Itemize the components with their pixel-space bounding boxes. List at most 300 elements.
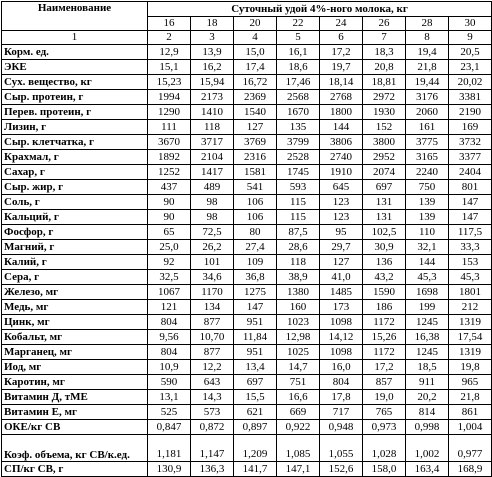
value-cell: 199 [406, 300, 449, 315]
value-cell: 95 [320, 225, 363, 240]
value-cell: 1025 [277, 345, 320, 360]
value-cell: 765 [363, 405, 406, 420]
yield-column-header: 24 [320, 17, 363, 31]
value-cell: 1,181 [148, 435, 191, 462]
value-cell: 106 [234, 195, 277, 210]
row-name-cell: ОКЕ/кг СВ [2, 420, 148, 435]
row-name-cell: Сыр. жир, г [2, 180, 148, 195]
value-cell: 804 [148, 345, 191, 360]
value-cell: 141,7 [234, 462, 277, 477]
table-row [2, 315, 492, 330]
value-cell: 18,14 [320, 75, 363, 90]
column-index-row [2, 31, 492, 45]
row-name-cell: Каротин, мг [2, 375, 148, 390]
value-cell: 23,1 [449, 60, 492, 75]
value-cell: 147 [449, 195, 492, 210]
value-cell: 3176 [406, 90, 449, 105]
row-name-cell: Сыр. клетчатка, г [2, 135, 148, 150]
value-cell: 1170 [191, 285, 234, 300]
value-cell: 951 [234, 315, 277, 330]
value-cell: 19,8 [449, 360, 492, 375]
value-cell: 3381 [449, 90, 492, 105]
value-cell: 160 [277, 300, 320, 315]
value-cell: 1,002 [406, 435, 449, 462]
value-cell: 877 [191, 315, 234, 330]
value-cell: 1023 [277, 315, 320, 330]
table-row [2, 390, 492, 405]
value-cell: 1994 [148, 90, 191, 105]
value-cell: 3806 [320, 135, 363, 150]
value-cell: 9,56 [148, 330, 191, 345]
value-cell: 573 [191, 405, 234, 420]
column-index-cell: 6 [320, 31, 363, 45]
value-cell: 136,3 [191, 462, 234, 477]
value-cell: 1801 [449, 285, 492, 300]
value-cell: 139 [406, 210, 449, 225]
value-cell: 804 [148, 315, 191, 330]
value-cell: 117,5 [449, 225, 492, 240]
value-cell: 2528 [277, 150, 320, 165]
value-cell: 0,948 [320, 420, 363, 435]
value-cell: 169 [449, 120, 492, 135]
value-cell: 41,0 [320, 270, 363, 285]
row-name-cell: Сыр. протеин, г [2, 90, 148, 105]
value-cell: 29,7 [320, 240, 363, 255]
value-cell: 118 [191, 120, 234, 135]
value-cell: 17,46 [277, 75, 320, 90]
value-cell: 16,38 [406, 330, 449, 345]
value-cell: 15,26 [363, 330, 406, 345]
row-name-cell: Медь, мг [2, 300, 148, 315]
value-cell: 17,54 [449, 330, 492, 345]
value-cell: 111 [148, 120, 191, 135]
value-cell: 21,8 [406, 60, 449, 75]
value-cell: 139 [406, 195, 449, 210]
value-cell: 131 [363, 195, 406, 210]
column-index-cell: 7 [363, 31, 406, 45]
value-cell: 1245 [406, 315, 449, 330]
value-cell: 110 [406, 225, 449, 240]
value-cell: 30,9 [363, 240, 406, 255]
value-cell: 2972 [363, 90, 406, 105]
value-cell: 16,0 [320, 360, 363, 375]
value-cell: 1,147 [191, 435, 234, 462]
table-row [2, 210, 492, 225]
value-cell: 14,3 [191, 390, 234, 405]
value-cell: 147 [449, 210, 492, 225]
table-row [2, 195, 492, 210]
value-cell: 212 [449, 300, 492, 315]
value-cell: 697 [363, 180, 406, 195]
table-row [2, 225, 492, 240]
value-cell: 1745 [277, 165, 320, 180]
value-cell: 27,4 [234, 240, 277, 255]
value-cell: 2104 [191, 150, 234, 165]
value-cell: 951 [234, 345, 277, 360]
table-row [2, 150, 492, 165]
row-name-cell: Сахар, г [2, 165, 148, 180]
value-cell: 123 [320, 210, 363, 225]
yield-column-header: 28 [406, 17, 449, 31]
table-row [2, 420, 492, 435]
value-cell: 152 [363, 120, 406, 135]
value-cell: 2369 [234, 90, 277, 105]
nutrient-norms-table [1, 1, 492, 477]
yield-column-header: 20 [234, 17, 277, 31]
value-cell: 20,8 [363, 60, 406, 75]
value-cell: 16,6 [277, 390, 320, 405]
value-cell: 814 [406, 405, 449, 420]
yield-column-header: 18 [191, 17, 234, 31]
value-cell: 80 [234, 225, 277, 240]
row-name-cell: СП/кг СВ, г [2, 462, 148, 477]
value-cell: 115 [277, 195, 320, 210]
value-cell: 525 [148, 405, 191, 420]
value-cell: 1245 [406, 345, 449, 360]
value-cell: 1540 [234, 105, 277, 120]
value-cell: 101 [191, 255, 234, 270]
value-cell: 1252 [148, 165, 191, 180]
value-cell: 26,2 [191, 240, 234, 255]
row-name-cell: Корм. ед. [2, 45, 148, 60]
table-row [2, 240, 492, 255]
table-row [2, 330, 492, 345]
value-cell: 2173 [191, 90, 234, 105]
value-cell: 911 [406, 375, 449, 390]
value-cell: 16,2 [191, 60, 234, 75]
value-cell: 36,8 [234, 270, 277, 285]
value-cell: 16,1 [277, 45, 320, 60]
value-cell: 861 [449, 405, 492, 420]
value-cell: 489 [191, 180, 234, 195]
value-cell: 32,1 [406, 240, 449, 255]
value-cell: 593 [277, 180, 320, 195]
value-cell: 115 [277, 210, 320, 225]
value-cell: 697 [234, 375, 277, 390]
row-name-cell: Калий, г [2, 255, 148, 270]
column-index-cell: 4 [234, 31, 277, 45]
table-row [2, 135, 492, 150]
value-cell: 857 [363, 375, 406, 390]
value-cell: 127 [320, 255, 363, 270]
value-cell: 65 [148, 225, 191, 240]
value-cell: 18,81 [363, 75, 406, 90]
value-cell: 152,6 [320, 462, 363, 477]
value-cell: 717 [320, 405, 363, 420]
table-row [2, 255, 492, 270]
value-cell: 801 [449, 180, 492, 195]
value-cell: 2240 [406, 165, 449, 180]
value-cell: 17,4 [234, 60, 277, 75]
row-name-cell: Цинк, мг [2, 315, 148, 330]
value-cell: 1319 [449, 345, 492, 360]
value-cell: 1892 [148, 150, 191, 165]
value-cell: 2060 [406, 105, 449, 120]
value-cell: 32,5 [148, 270, 191, 285]
row-name-cell: Фосфор, г [2, 225, 148, 240]
daily-yield-header: Суточный удой 4%-ного молока, кг [148, 2, 492, 17]
value-cell: 16,72 [234, 75, 277, 90]
value-cell: 645 [320, 180, 363, 195]
value-cell: 18,3 [363, 45, 406, 60]
value-cell: 18,5 [406, 360, 449, 375]
value-cell: 0,922 [277, 420, 320, 435]
value-cell: 15,94 [191, 75, 234, 90]
value-cell: 90 [148, 210, 191, 225]
table-row [2, 345, 492, 360]
value-cell: 10,9 [148, 360, 191, 375]
row-name-cell: Витамин Д, тМЕ [2, 390, 148, 405]
value-cell: 643 [191, 375, 234, 390]
value-cell: 1290 [148, 105, 191, 120]
row-name-cell: Витамин Е, мг [2, 405, 148, 420]
value-cell: 3800 [363, 135, 406, 150]
value-cell: 147,1 [277, 462, 320, 477]
value-cell: 19,44 [406, 75, 449, 90]
yield-column-header: 22 [277, 17, 320, 31]
table-row [2, 375, 492, 390]
value-cell: 0,897 [234, 420, 277, 435]
value-cell: 98 [191, 210, 234, 225]
value-cell: 2768 [320, 90, 363, 105]
value-cell: 804 [320, 375, 363, 390]
value-cell: 0,977 [449, 435, 492, 462]
value-cell: 136 [363, 255, 406, 270]
table-row [2, 120, 492, 135]
row-name-cell: Иод, мг [2, 360, 148, 375]
row-name-cell: Коэф. объема, кг СВ/к.ед. [2, 435, 148, 462]
value-cell: 621 [234, 405, 277, 420]
value-cell: 161 [406, 120, 449, 135]
table-row [2, 270, 492, 285]
value-cell: 92 [148, 255, 191, 270]
value-cell: 121 [148, 300, 191, 315]
value-cell: 1098 [320, 345, 363, 360]
table-row [2, 405, 492, 420]
row-name-cell: Лизин, г [2, 120, 148, 135]
value-cell: 13,1 [148, 390, 191, 405]
value-cell: 0,973 [363, 420, 406, 435]
value-cell: 1698 [406, 285, 449, 300]
value-cell: 877 [191, 345, 234, 360]
value-cell: 18,6 [277, 60, 320, 75]
table-row [2, 360, 492, 375]
value-cell: 130,9 [148, 462, 191, 477]
value-cell: 1,085 [277, 435, 320, 462]
value-cell: 14,12 [320, 330, 363, 345]
value-cell: 1,055 [320, 435, 363, 462]
value-cell: 186 [363, 300, 406, 315]
value-cell: 3165 [406, 150, 449, 165]
yield-column-header: 16 [148, 17, 191, 31]
value-cell: 87,5 [277, 225, 320, 240]
row-name-cell: Сух. вещество, кг [2, 75, 148, 90]
value-cell: 135 [277, 120, 320, 135]
value-cell: 0,872 [191, 420, 234, 435]
value-cell: 541 [234, 180, 277, 195]
value-cell: 10,70 [191, 330, 234, 345]
value-cell: 38,9 [277, 270, 320, 285]
value-cell: 3717 [191, 135, 234, 150]
row-name-cell: Марганец, мг [2, 345, 148, 360]
value-cell: 3732 [449, 135, 492, 150]
value-cell: 1590 [363, 285, 406, 300]
value-cell: 12,9 [148, 45, 191, 60]
value-cell: 19,4 [406, 45, 449, 60]
value-cell: 17,2 [363, 360, 406, 375]
value-cell: 106 [234, 210, 277, 225]
value-cell: 102,5 [363, 225, 406, 240]
value-cell: 28,6 [277, 240, 320, 255]
value-cell: 20,02 [449, 75, 492, 90]
value-cell: 20,5 [449, 45, 492, 60]
column-index-cell: 9 [449, 31, 492, 45]
value-cell: 2568 [277, 90, 320, 105]
row-label-header: Наименование [2, 2, 148, 31]
value-cell: 1,004 [449, 420, 492, 435]
row-name-cell: Крахмал, г [2, 150, 148, 165]
row-name-cell: Перев. протеин, г [2, 105, 148, 120]
table-row [2, 60, 492, 75]
value-cell: 2316 [234, 150, 277, 165]
value-cell: 144 [406, 255, 449, 270]
value-cell: 2074 [363, 165, 406, 180]
value-cell: 2190 [449, 105, 492, 120]
value-cell: 144 [320, 120, 363, 135]
value-cell: 751 [277, 375, 320, 390]
column-index-cell: 2 [148, 31, 191, 45]
row-name-cell: Соль, г [2, 195, 148, 210]
value-cell: 12,2 [191, 360, 234, 375]
value-cell: 43,2 [363, 270, 406, 285]
column-index-cell: 1 [2, 31, 148, 45]
column-index-cell: 3 [191, 31, 234, 45]
value-cell: 15,5 [234, 390, 277, 405]
value-cell: 12,98 [277, 330, 320, 345]
column-index-cell: 8 [406, 31, 449, 45]
value-cell: 3775 [406, 135, 449, 150]
value-cell: 1581 [234, 165, 277, 180]
value-cell: 19,7 [320, 60, 363, 75]
value-cell: 965 [449, 375, 492, 390]
table-row [2, 180, 492, 195]
table-row [2, 300, 492, 315]
value-cell: 1380 [277, 285, 320, 300]
value-cell: 34,6 [191, 270, 234, 285]
value-cell: 173 [320, 300, 363, 315]
value-cell: 2952 [363, 150, 406, 165]
value-cell: 131 [363, 210, 406, 225]
value-cell: 1910 [320, 165, 363, 180]
value-cell: 1067 [148, 285, 191, 300]
value-cell: 0,847 [148, 420, 191, 435]
value-cell: 1319 [449, 315, 492, 330]
value-cell: 3799 [277, 135, 320, 150]
table-row [2, 90, 492, 105]
value-cell: 0,998 [406, 420, 449, 435]
value-cell: 45,3 [406, 270, 449, 285]
value-cell: 750 [406, 180, 449, 195]
table-row [2, 45, 492, 60]
table-row [2, 462, 492, 477]
value-cell: 72,5 [191, 225, 234, 240]
value-cell: 90 [148, 195, 191, 210]
value-cell: 147 [234, 300, 277, 315]
value-cell: 15,23 [148, 75, 191, 90]
value-cell: 33,3 [449, 240, 492, 255]
row-name-cell: Сера, г [2, 270, 148, 285]
row-name-cell: Магний, г [2, 240, 148, 255]
value-cell: 134 [191, 300, 234, 315]
value-cell: 1800 [320, 105, 363, 120]
value-cell: 17,8 [320, 390, 363, 405]
value-cell: 21,8 [449, 390, 492, 405]
table-body [2, 45, 492, 477]
value-cell: 118 [277, 255, 320, 270]
value-cell: 1172 [363, 315, 406, 330]
value-cell: 163,4 [406, 462, 449, 477]
row-name-cell: Кальций, г [2, 210, 148, 225]
value-cell: 669 [277, 405, 320, 420]
value-cell: 15,0 [234, 45, 277, 60]
column-index-cell: 5 [277, 31, 320, 45]
value-cell: 2404 [449, 165, 492, 180]
yield-column-header: 26 [363, 17, 406, 31]
value-cell: 13,4 [234, 360, 277, 375]
value-cell: 20,2 [406, 390, 449, 405]
table-row [2, 75, 492, 90]
value-cell: 19,0 [363, 390, 406, 405]
value-cell: 123 [320, 195, 363, 210]
value-cell: 1172 [363, 345, 406, 360]
row-name-cell: ЭКЕ [2, 60, 148, 75]
value-cell: 13,9 [191, 45, 234, 60]
value-cell: 168,9 [449, 462, 492, 477]
value-cell: 1410 [191, 105, 234, 120]
table-row [2, 105, 492, 120]
value-cell: 11,84 [234, 330, 277, 345]
value-cell: 45,3 [449, 270, 492, 285]
value-cell: 109 [234, 255, 277, 270]
value-cell: 17,2 [320, 45, 363, 60]
value-cell: 1,209 [234, 435, 277, 462]
table-row [2, 285, 492, 300]
value-cell: 158,0 [363, 462, 406, 477]
value-cell: 590 [148, 375, 191, 390]
value-cell: 1930 [363, 105, 406, 120]
value-cell: 1417 [191, 165, 234, 180]
value-cell: 2740 [320, 150, 363, 165]
value-cell: 1485 [320, 285, 363, 300]
value-cell: 15,1 [148, 60, 191, 75]
value-cell: 437 [148, 180, 191, 195]
value-cell: 153 [449, 255, 492, 270]
value-cell: 25,0 [148, 240, 191, 255]
table-row [2, 165, 492, 180]
value-cell: 1670 [277, 105, 320, 120]
row-name-cell: Кобальт, мг [2, 330, 148, 345]
table-row [2, 435, 492, 462]
value-cell: 1098 [320, 315, 363, 330]
value-cell: 127 [234, 120, 277, 135]
value-cell: 14,7 [277, 360, 320, 375]
value-cell: 98 [191, 195, 234, 210]
value-cell: 3769 [234, 135, 277, 150]
row-name-cell: Железо, мг [2, 285, 148, 300]
value-cell: 1275 [234, 285, 277, 300]
value-cell: 1,028 [363, 435, 406, 462]
value-cell: 3670 [148, 135, 191, 150]
